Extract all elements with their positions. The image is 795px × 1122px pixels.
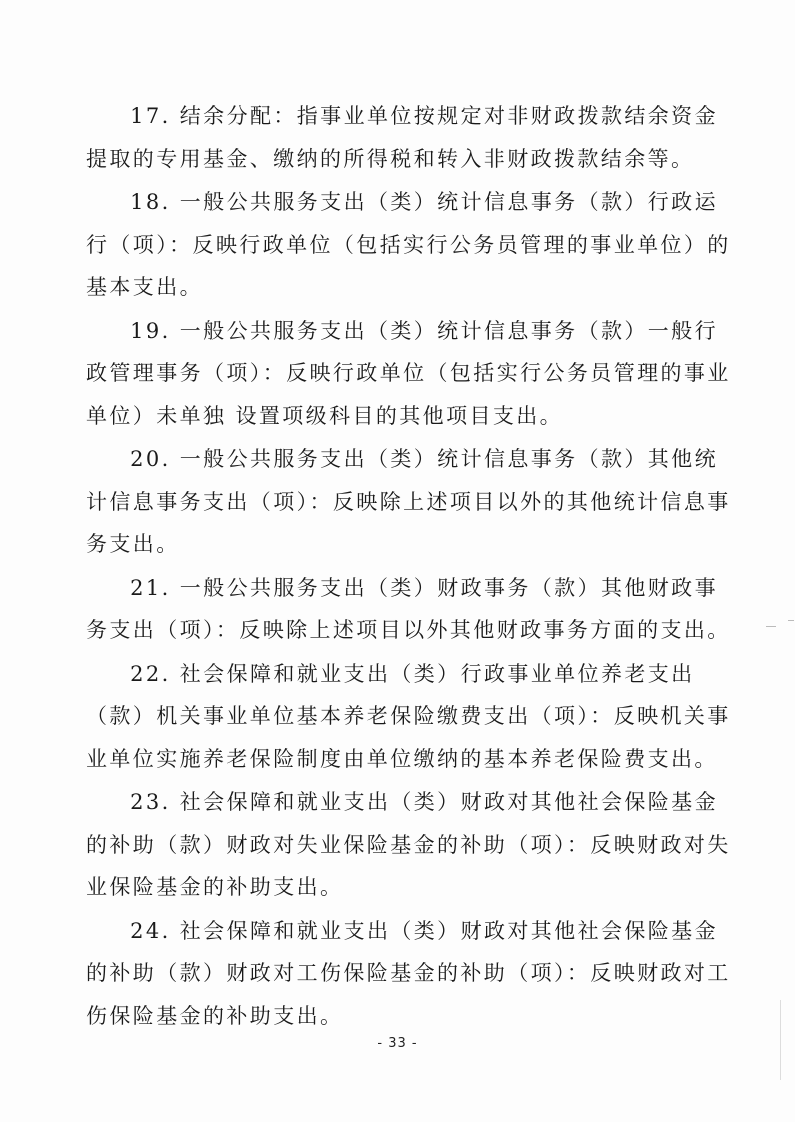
scan-edge-mark xyxy=(780,1000,781,1080)
paragraph-18: 18. 一般公共服务支出（类）统计信息事务（款）行政运行（项）：反映行政单位（包括实行公务员管理的事业单位）的基本支出。 xyxy=(86,190,731,299)
document-body xyxy=(86,95,736,1038)
paragraph-20: 20. 一般公共服务支出（类）统计信息事务（款）其他统计信息事务支出（项）：反映除上述项目以外的其他统计信息事务支出。 xyxy=(86,447,731,556)
paragraph-23: 23. 社会保障和就业支出（类）财政对其他社会保险基金的补助（款）财政对失业保险基金的补助（项）：反映财政对失业保险基金的补助支出。 xyxy=(86,790,731,899)
paragraph-19: 19. 一般公共服务支出（类）统计信息事务（款）一般行政管理事务（项）：反映行政单位（包括实行公务员管理的事业单位）未单独 设置项级科目的其他项目支出。 xyxy=(86,318,731,428)
page-number: - 33 - xyxy=(377,1036,418,1051)
paragraph-21: 21. 一般公共服务支出（类）财政事务（款）其他财政事务支出（项）：反映除上述项目以外其他财政事务方面的支出。 xyxy=(86,575,731,642)
paragraph-17: 17. 结余分配：指事业单位按规定对非财政拨款结余资金提取的专用基金、缴纳的所得税和转入非财政拨款结余等。 xyxy=(86,104,718,171)
scan-edge-mark xyxy=(766,626,776,627)
paragraph-24: 24. 社会保障和就业支出（类）财政对其他社会保险基金的补助（款）财政对工伤保险基金的补助（项）：反映财政对工伤保险基金的补助支出。 xyxy=(86,918,731,1028)
scan-edge-mark xyxy=(788,620,794,621)
paragraph-22: 22. 社会保障和就业支出（类）行政事业单位养老支出（款）机关事业单位基本养老保险缴费支出（项）：反映机关事业单位实施养老保险制度由单位缴纳的基本养老保险费支出。 xyxy=(86,661,731,771)
